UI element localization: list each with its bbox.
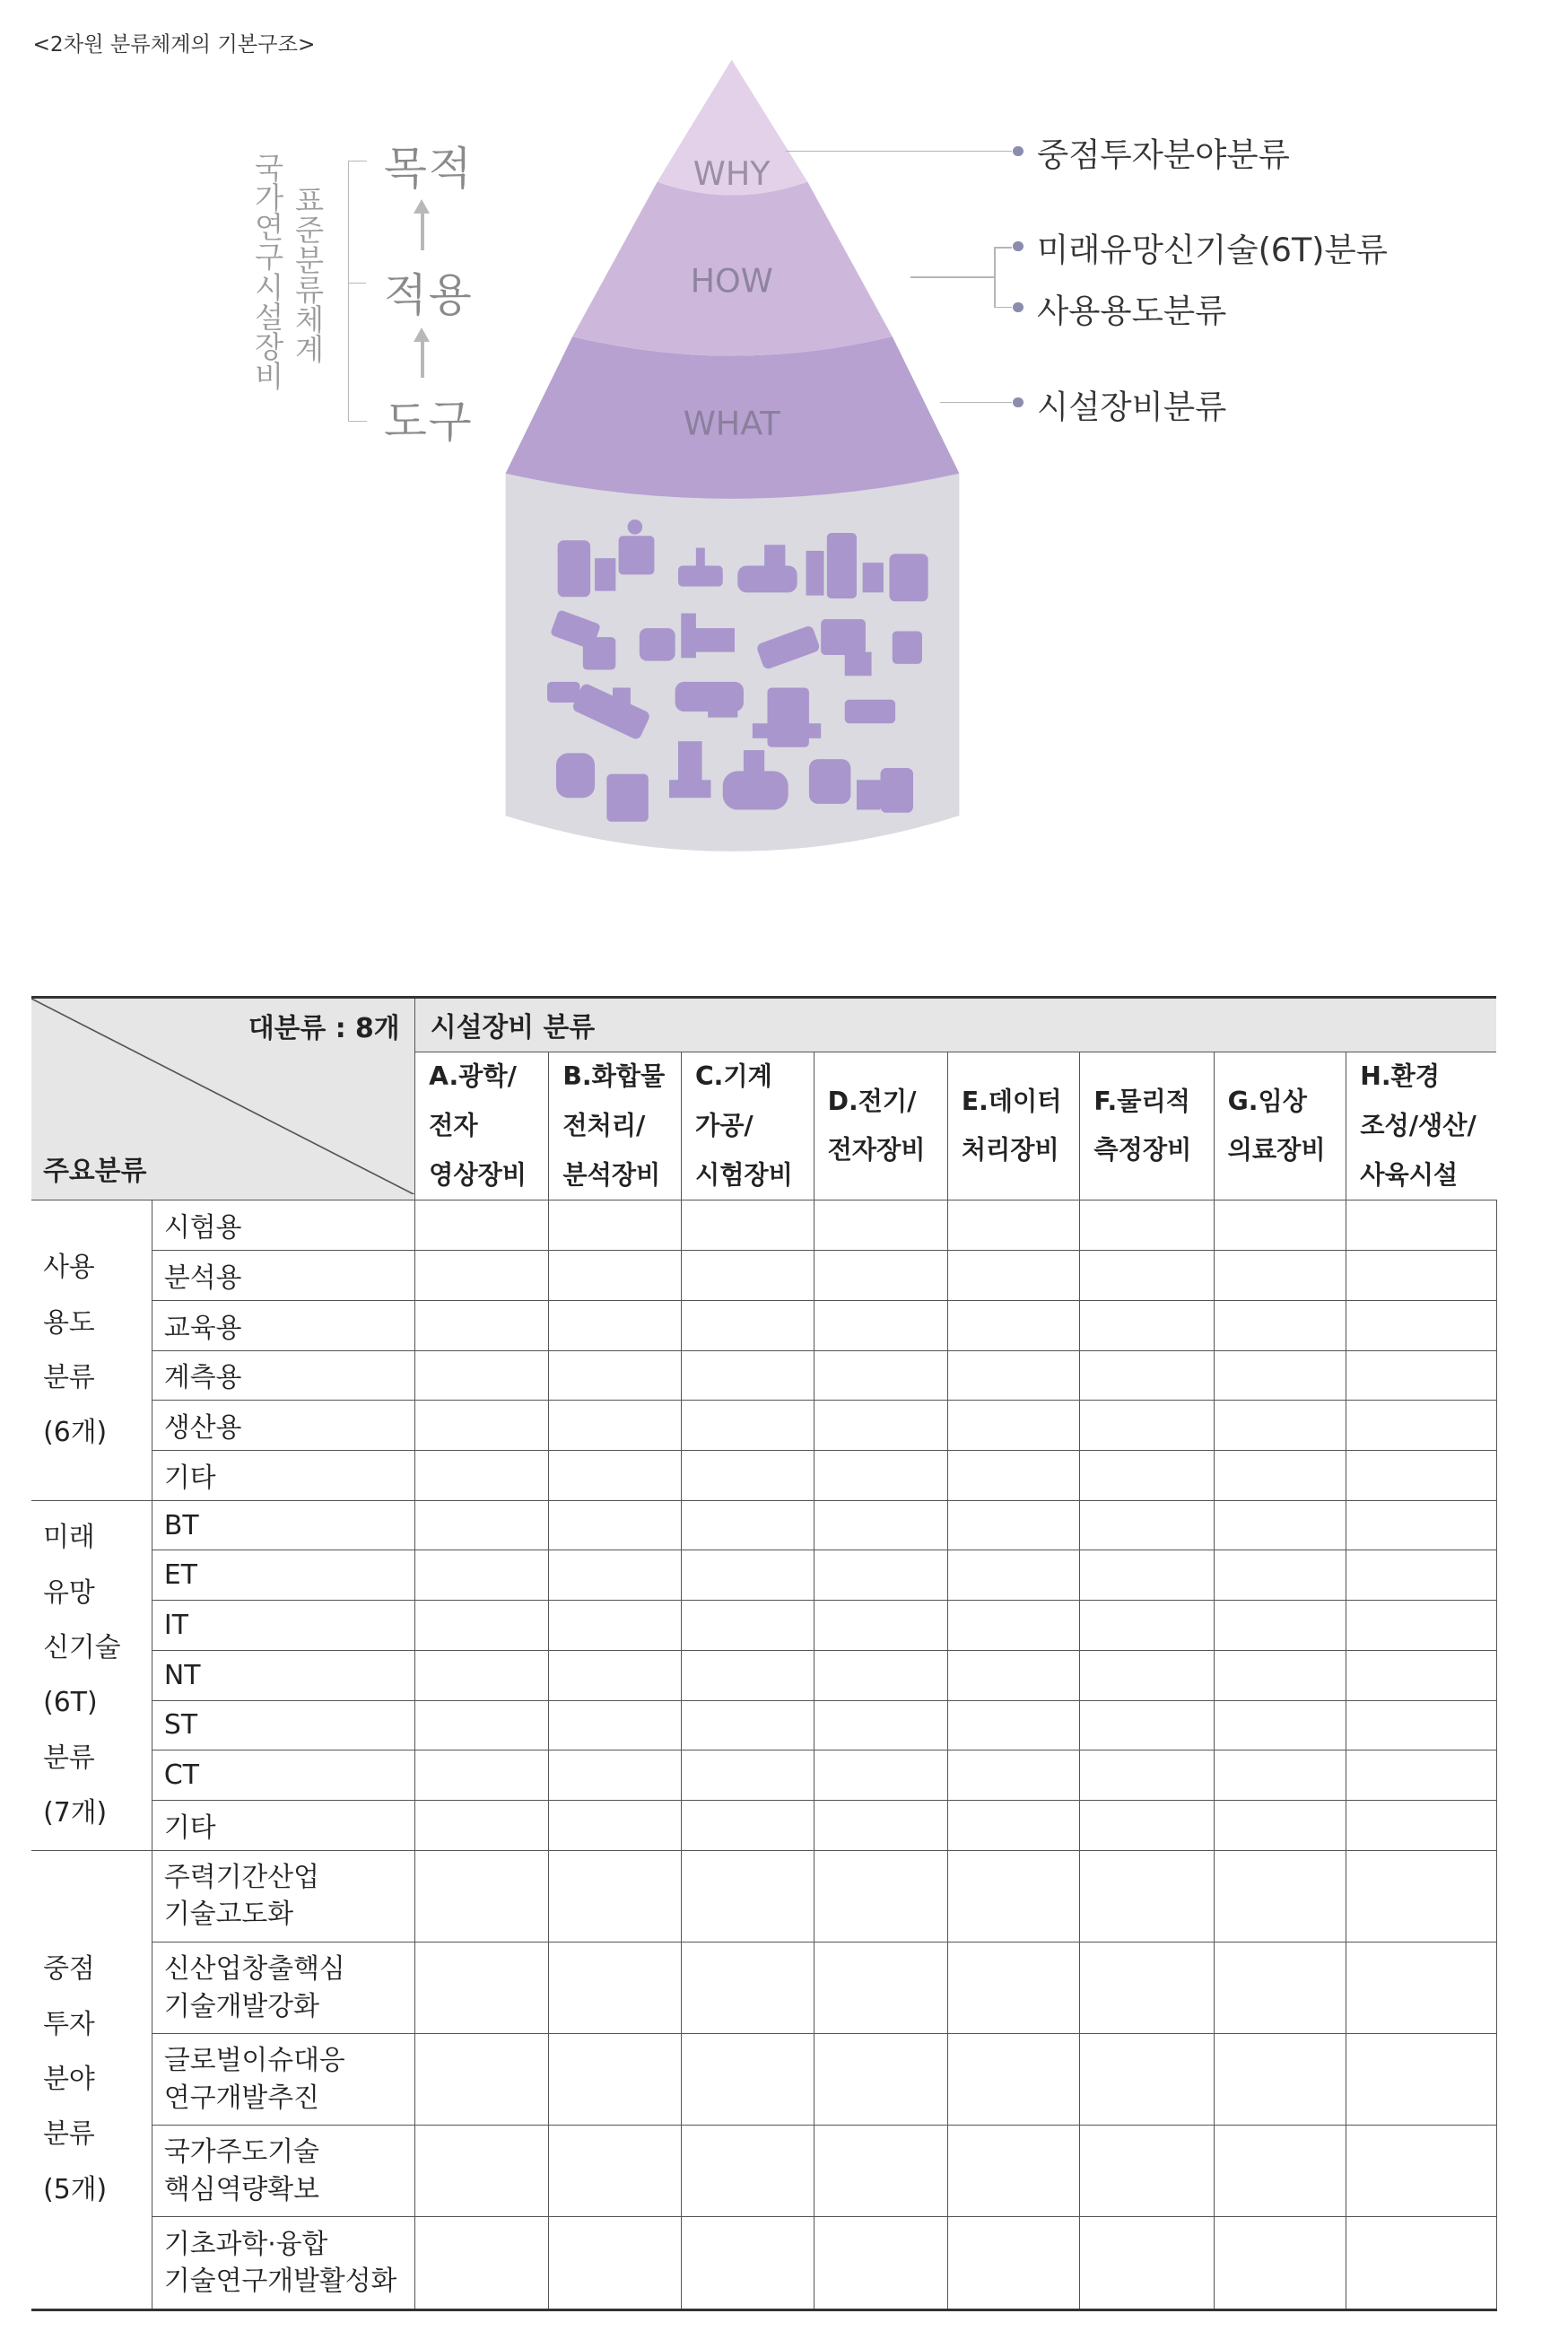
subclass-label-line: 기술고도화 bbox=[163, 1899, 294, 1931]
matrix-cell bbox=[1346, 2126, 1497, 2217]
subclass-label-line: 계측용 bbox=[163, 1362, 242, 1394]
connector-how-bracket bbox=[994, 247, 996, 306]
category-future-tech-6t: 미래유망신기술(6T)분류 bbox=[1036, 231, 1388, 270]
matrix-cell bbox=[947, 1750, 1080, 1801]
column-header-line: C.기계 bbox=[694, 1061, 772, 1092]
subclass-label bbox=[152, 1801, 415, 1851]
group-label-line: 신기술 bbox=[43, 1631, 121, 1663]
matrix-cell bbox=[682, 1500, 814, 1550]
group-label-line: 분야 bbox=[43, 2063, 95, 2095]
matrix-cell bbox=[682, 1550, 814, 1601]
matrix-cell bbox=[415, 1350, 549, 1401]
group-label-line: (7개) bbox=[43, 1796, 108, 1829]
matrix-cell bbox=[1080, 1200, 1214, 1251]
group-label bbox=[31, 1850, 152, 2309]
table-row bbox=[31, 1350, 1497, 1401]
matrix-cell bbox=[1214, 1942, 1346, 2033]
subclass-label bbox=[152, 1451, 415, 1501]
matrix-cell bbox=[549, 2126, 682, 2217]
matrix-cell bbox=[1214, 1200, 1346, 1251]
matrix-cell bbox=[1346, 1401, 1497, 1451]
matrix-cell bbox=[947, 1801, 1080, 1851]
matrix-cell bbox=[814, 2126, 947, 2217]
matrix-cell bbox=[1080, 1401, 1214, 1451]
matrix-cell bbox=[1346, 2217, 1497, 2309]
table-row bbox=[31, 1850, 1497, 1942]
matrix-cell bbox=[415, 1300, 549, 1350]
matrix-cell bbox=[814, 1300, 947, 1350]
subclass-label bbox=[152, 1850, 415, 1942]
main-classification-label: 주요분류 bbox=[43, 1156, 147, 1188]
matrix-cell bbox=[549, 1300, 682, 1350]
matrix-cell bbox=[1214, 1750, 1346, 1801]
matrix-cell bbox=[1346, 1300, 1497, 1350]
arrow-up-icon bbox=[421, 212, 423, 250]
column-header bbox=[947, 1052, 1080, 1200]
subclass-label-line: 기타 bbox=[163, 1812, 216, 1844]
matrix-cell bbox=[1080, 1750, 1214, 1801]
table-row bbox=[31, 1251, 1497, 1301]
matrix-cell bbox=[682, 1801, 814, 1851]
column-header-line: D.전기/ bbox=[827, 1086, 917, 1116]
matrix-cell bbox=[1214, 1451, 1346, 1501]
matrix-cell bbox=[682, 1942, 814, 2033]
matrix-cell bbox=[415, 1401, 549, 1451]
column-header-line: G.임상 bbox=[1227, 1086, 1307, 1116]
matrix-cell bbox=[947, 1601, 1080, 1651]
matrix-cell bbox=[415, 1251, 549, 1301]
matrix-cell bbox=[1080, 1650, 1214, 1700]
matrix-cell bbox=[947, 1650, 1080, 1700]
matrix-cell bbox=[947, 1200, 1080, 1251]
matrix-cell bbox=[415, 1801, 549, 1851]
subclass-label bbox=[152, 1251, 415, 1301]
group-label bbox=[31, 1200, 152, 1500]
subclass-label-line: BT bbox=[163, 1509, 199, 1541]
column-header bbox=[682, 1052, 814, 1200]
connector-how-top bbox=[994, 247, 1012, 249]
figure-caption: <2차원 분류체계의 기본구조> bbox=[32, 31, 316, 57]
matrix-cell bbox=[947, 1550, 1080, 1601]
group-label-line: 미래 bbox=[43, 1522, 95, 1554]
matrix-cell bbox=[814, 1601, 947, 1651]
column-header bbox=[1346, 1052, 1497, 1200]
classification-matrix bbox=[31, 996, 1497, 2311]
matrix-cell bbox=[549, 1801, 682, 1851]
matrix-cell bbox=[549, 1200, 682, 1251]
table-row bbox=[31, 1451, 1497, 1501]
matrix-cell bbox=[549, 1451, 682, 1501]
subclass-label-line: 연구개발추진 bbox=[163, 2082, 319, 2114]
matrix-cell bbox=[549, 1550, 682, 1601]
matrix-cell bbox=[415, 2126, 549, 2217]
matrix-cell bbox=[814, 1550, 947, 1601]
matrix-cell bbox=[947, 1942, 1080, 2033]
column-header-line: 전처리/ bbox=[562, 1110, 646, 1140]
matrix-cell bbox=[549, 1700, 682, 1750]
subclass-label-line: 글로벌이슈대응 bbox=[163, 2045, 345, 2077]
matrix-cell bbox=[814, 1801, 947, 1851]
column-header-line: 의료장비 bbox=[1227, 1135, 1326, 1166]
category-usage-purpose: 사용용도분류 bbox=[1036, 292, 1227, 331]
matrix-cell bbox=[1080, 2217, 1214, 2309]
group-label-line: (6T) bbox=[43, 1687, 98, 1719]
group-label-line: 유망 bbox=[43, 1576, 95, 1609]
matrix-cell bbox=[415, 1200, 549, 1251]
subclass-label-line: IT bbox=[163, 1610, 188, 1642]
matrix-cell bbox=[549, 1601, 682, 1651]
subclass-label bbox=[152, 1300, 415, 1350]
matrix-cell bbox=[682, 2126, 814, 2217]
facility-equipment-header: 시설장비 분류 bbox=[415, 997, 1497, 1052]
matrix-cell bbox=[415, 1750, 549, 1801]
matrix-cell bbox=[947, 1350, 1080, 1401]
table-row bbox=[31, 1801, 1497, 1851]
connector-how-bottom bbox=[994, 307, 1012, 309]
subclass-label-line: 기술연구개발활성화 bbox=[163, 2265, 397, 2297]
subclass-label bbox=[152, 1700, 415, 1750]
matrix-cell bbox=[415, 1650, 549, 1700]
subclass-label-line: 국가주도기술 bbox=[163, 2136, 319, 2169]
stage-bracket bbox=[348, 161, 367, 422]
vertical-label-facility-equipment: 국 가 연 구 시 설 장 비 bbox=[255, 150, 284, 395]
stage-tool: 도구 bbox=[383, 396, 474, 449]
column-header-line: 조성/생산/ bbox=[1360, 1110, 1477, 1140]
bullet-icon bbox=[1013, 241, 1024, 252]
matrix-cell bbox=[947, 2217, 1080, 2309]
layer-label-how: HOW bbox=[690, 261, 774, 301]
matrix-cell bbox=[1214, 2217, 1346, 2309]
matrix-cell bbox=[1080, 1500, 1214, 1550]
matrix-cell bbox=[549, 2034, 682, 2126]
matrix-cell bbox=[814, 2217, 947, 2309]
subclass-label-line: CT bbox=[163, 1759, 199, 1792]
matrix-cell bbox=[1346, 1500, 1497, 1550]
matrix-cell bbox=[1080, 1601, 1214, 1651]
column-header bbox=[415, 1052, 549, 1200]
cone-diagram bbox=[491, 45, 981, 878]
subclass-label-line: 기술개발강화 bbox=[163, 1990, 319, 2022]
matrix-cell bbox=[1214, 1601, 1346, 1651]
group-label-line: 중점 bbox=[43, 1953, 95, 1986]
matrix-cell bbox=[1080, 1801, 1214, 1851]
subclass-label bbox=[152, 1942, 415, 2033]
column-header-line: 영상장비 bbox=[429, 1159, 527, 1190]
matrix-cell bbox=[1346, 1200, 1497, 1251]
matrix-cell bbox=[814, 1500, 947, 1550]
matrix-cell bbox=[682, 1750, 814, 1801]
layer-label-what: WHAT bbox=[684, 404, 780, 443]
matrix-cell bbox=[947, 2126, 1080, 2217]
group-label-line: 투자 bbox=[43, 2008, 95, 2040]
table-row bbox=[31, 1601, 1497, 1651]
table-row bbox=[31, 1750, 1497, 1801]
table-row bbox=[31, 1942, 1497, 2033]
column-header-line: 전자장비 bbox=[827, 1135, 926, 1166]
column-header-line: 가공/ bbox=[694, 1110, 754, 1140]
matrix-cell bbox=[682, 1350, 814, 1401]
matrix-cell bbox=[549, 2217, 682, 2309]
table-row bbox=[31, 1401, 1497, 1451]
matrix-cell bbox=[1346, 1750, 1497, 1801]
matrix-cell bbox=[1214, 1401, 1346, 1451]
matrix-cell bbox=[415, 1601, 549, 1651]
subclass-label-line: ET bbox=[163, 1559, 198, 1592]
matrix-cell bbox=[682, 1251, 814, 1301]
table-corner-cell bbox=[31, 997, 415, 1200]
table-row bbox=[31, 1700, 1497, 1750]
matrix-cell bbox=[1346, 1650, 1497, 1700]
matrix-cell bbox=[814, 1942, 947, 2033]
matrix-cell bbox=[814, 1200, 947, 1251]
vertical-label-standard-classification: 표 준 분 류 체 계 bbox=[294, 183, 324, 368]
matrix-cell bbox=[814, 1251, 947, 1301]
matrix-cell bbox=[1080, 2126, 1214, 2217]
subclass-label-line: 신산업창출핵심 bbox=[163, 1953, 345, 1986]
table-row bbox=[31, 1650, 1497, 1700]
matrix-cell bbox=[1214, 1700, 1346, 1750]
matrix-cell bbox=[1346, 1550, 1497, 1601]
matrix-cell bbox=[947, 1451, 1080, 1501]
table-row bbox=[31, 1500, 1497, 1550]
column-header-line: 측정장비 bbox=[1093, 1135, 1192, 1166]
column-header-line: H.환경 bbox=[1360, 1061, 1441, 1092]
matrix-cell bbox=[1214, 1550, 1346, 1601]
matrix-cell bbox=[682, 1700, 814, 1750]
group-label bbox=[31, 1500, 152, 1850]
matrix-cell bbox=[682, 2034, 814, 2126]
column-header bbox=[549, 1052, 682, 1200]
subclass-label bbox=[152, 1650, 415, 1700]
matrix-cell bbox=[549, 1850, 682, 1942]
subclass-label bbox=[152, 2034, 415, 2126]
connector-how bbox=[910, 276, 994, 278]
subclass-label-line: 기타 bbox=[163, 1462, 216, 1494]
matrix-cell bbox=[1214, 1251, 1346, 1301]
subclass-label-line: 기초과학·융합 bbox=[163, 2228, 328, 2260]
matrix-cell bbox=[1346, 1451, 1497, 1501]
subclass-label bbox=[152, 1550, 415, 1601]
column-header-line: 분석장비 bbox=[562, 1159, 661, 1190]
classification-table bbox=[31, 996, 1497, 2311]
column-header bbox=[814, 1052, 947, 1200]
matrix-cell bbox=[1214, 1300, 1346, 1350]
matrix-cell bbox=[682, 1650, 814, 1700]
matrix-cell bbox=[1214, 1801, 1346, 1851]
matrix-cell bbox=[1080, 1550, 1214, 1601]
matrix-cell bbox=[415, 1451, 549, 1501]
matrix-cell bbox=[1214, 1350, 1346, 1401]
matrix-cell bbox=[947, 2034, 1080, 2126]
matrix-cell bbox=[682, 1401, 814, 1451]
bullet-icon bbox=[1013, 146, 1024, 157]
subclass-label bbox=[152, 1401, 415, 1451]
matrix-cell bbox=[415, 1500, 549, 1550]
matrix-cell bbox=[814, 1451, 947, 1501]
subclass-label-line: 주력기간산업 bbox=[163, 1861, 319, 1893]
matrix-cell bbox=[814, 1750, 947, 1801]
matrix-cell bbox=[415, 1550, 549, 1601]
matrix-cell bbox=[947, 1700, 1080, 1750]
matrix-cell bbox=[1080, 1350, 1214, 1401]
matrix-cell bbox=[1346, 2034, 1497, 2126]
matrix-cell bbox=[415, 1942, 549, 2033]
bullet-icon bbox=[1013, 302, 1024, 313]
matrix-cell bbox=[549, 1942, 682, 2033]
matrix-cell bbox=[947, 1300, 1080, 1350]
subclass-label-line: 분석용 bbox=[163, 1262, 242, 1295]
matrix-cell bbox=[1346, 1601, 1497, 1651]
group-label-line: (5개) bbox=[43, 2173, 108, 2205]
matrix-cell bbox=[814, 1650, 947, 1700]
matrix-cell bbox=[682, 1601, 814, 1651]
matrix-cell bbox=[549, 1750, 682, 1801]
matrix-cell bbox=[415, 2034, 549, 2126]
subclass-label-line: 시험용 bbox=[163, 1212, 242, 1244]
group-label-line: 사용 bbox=[43, 1252, 95, 1284]
major-class-count: 대분류 : 8개 bbox=[248, 1013, 400, 1045]
matrix-cell bbox=[947, 1251, 1080, 1301]
category-facility-equipment: 시설장비분류 bbox=[1036, 387, 1227, 426]
subclass-label-line: ST bbox=[163, 1709, 198, 1742]
matrix-cell bbox=[682, 1200, 814, 1251]
matrix-cell bbox=[1080, 1942, 1214, 2033]
table-row bbox=[31, 2217, 1497, 2309]
connector-why bbox=[786, 151, 1012, 153]
subclass-label bbox=[152, 2126, 415, 2217]
table-row bbox=[31, 2034, 1497, 2126]
column-header-line: 사육시설 bbox=[1360, 1159, 1459, 1190]
matrix-cell bbox=[947, 1850, 1080, 1942]
subclass-label bbox=[152, 1200, 415, 1251]
matrix-cell bbox=[682, 1850, 814, 1942]
matrix-cell bbox=[1214, 1500, 1346, 1550]
group-label-line: 분류 bbox=[43, 2118, 95, 2151]
matrix-cell bbox=[549, 1350, 682, 1401]
column-header-line: 시험장비 bbox=[694, 1159, 793, 1190]
subclass-label bbox=[152, 1500, 415, 1550]
group-label-line: 분류 bbox=[43, 1362, 95, 1394]
matrix-cell bbox=[947, 1500, 1080, 1550]
table-row bbox=[31, 1550, 1497, 1601]
matrix-cell bbox=[947, 1401, 1080, 1451]
stage-purpose: 목적 bbox=[383, 143, 474, 196]
column-header-line: E.데이터 bbox=[961, 1086, 1062, 1116]
category-priority-investment: 중점투자분야분류 bbox=[1036, 135, 1290, 175]
group-label-line: 분류 bbox=[43, 1742, 95, 1774]
matrix-cell bbox=[1346, 1700, 1497, 1750]
bullet-icon bbox=[1013, 397, 1024, 408]
subclass-label bbox=[152, 1350, 415, 1401]
matrix-cell bbox=[1080, 1850, 1214, 1942]
arrow-up-icon bbox=[421, 339, 423, 378]
matrix-cell bbox=[814, 1350, 947, 1401]
column-header-line: B.화합물 bbox=[562, 1061, 666, 1092]
matrix-cell bbox=[1214, 2034, 1346, 2126]
stage-bracket-mid-tick bbox=[348, 283, 366, 284]
matrix-cell bbox=[814, 1401, 947, 1451]
group-label-line: (6개) bbox=[43, 1417, 108, 1449]
matrix-cell bbox=[549, 1401, 682, 1451]
matrix-cell bbox=[549, 1650, 682, 1700]
table-row bbox=[31, 1200, 1497, 1251]
subclass-label bbox=[152, 2217, 415, 2309]
matrix-cell bbox=[1346, 1251, 1497, 1301]
matrix-cell bbox=[1346, 1942, 1497, 2033]
matrix-cell bbox=[415, 1700, 549, 1750]
column-header-line: 처리장비 bbox=[961, 1135, 1059, 1166]
matrix-cell bbox=[814, 2034, 947, 2126]
connector-what bbox=[940, 402, 1012, 404]
column-header-line: F.물리적 bbox=[1093, 1086, 1190, 1116]
matrix-cell bbox=[1080, 1300, 1214, 1350]
subclass-label-line: 생산용 bbox=[163, 1412, 242, 1445]
matrix-cell bbox=[682, 1451, 814, 1501]
matrix-cell bbox=[1080, 1700, 1214, 1750]
column-header-line: A.광학/ bbox=[429, 1061, 517, 1092]
layer-label-why: WHY bbox=[693, 153, 771, 193]
matrix-cell bbox=[682, 2217, 814, 2309]
matrix-cell bbox=[1214, 1650, 1346, 1700]
matrix-cell bbox=[1214, 2126, 1346, 2217]
column-header bbox=[1214, 1052, 1346, 1200]
subclass-label bbox=[152, 1750, 415, 1801]
stage-application: 적용 bbox=[383, 269, 474, 322]
subclass-label-line: NT bbox=[163, 1659, 201, 1691]
subclass-label bbox=[152, 1601, 415, 1651]
matrix-cell bbox=[1346, 1350, 1497, 1401]
subclass-label-line: 교육용 bbox=[163, 1312, 242, 1344]
matrix-cell bbox=[1080, 1251, 1214, 1301]
matrix-cell bbox=[814, 1700, 947, 1750]
matrix-cell bbox=[415, 2217, 549, 2309]
column-header bbox=[1080, 1052, 1214, 1200]
matrix-cell bbox=[682, 1300, 814, 1350]
matrix-cell bbox=[1080, 1451, 1214, 1501]
subclass-label-line: 핵심역량확보 bbox=[163, 2173, 319, 2205]
matrix-cell bbox=[1346, 1801, 1497, 1851]
matrix-cell bbox=[415, 1850, 549, 1942]
column-header-line: 전자 bbox=[429, 1110, 478, 1140]
table-row bbox=[31, 1300, 1497, 1350]
group-label-line: 용도 bbox=[43, 1306, 95, 1339]
table-row bbox=[31, 2126, 1497, 2217]
matrix-cell bbox=[549, 1500, 682, 1550]
matrix-cell bbox=[1346, 1850, 1497, 1942]
matrix-cell bbox=[814, 1850, 947, 1942]
matrix-cell bbox=[549, 1251, 682, 1301]
matrix-cell bbox=[1214, 1850, 1346, 1942]
matrix-cell bbox=[1080, 2034, 1214, 2126]
